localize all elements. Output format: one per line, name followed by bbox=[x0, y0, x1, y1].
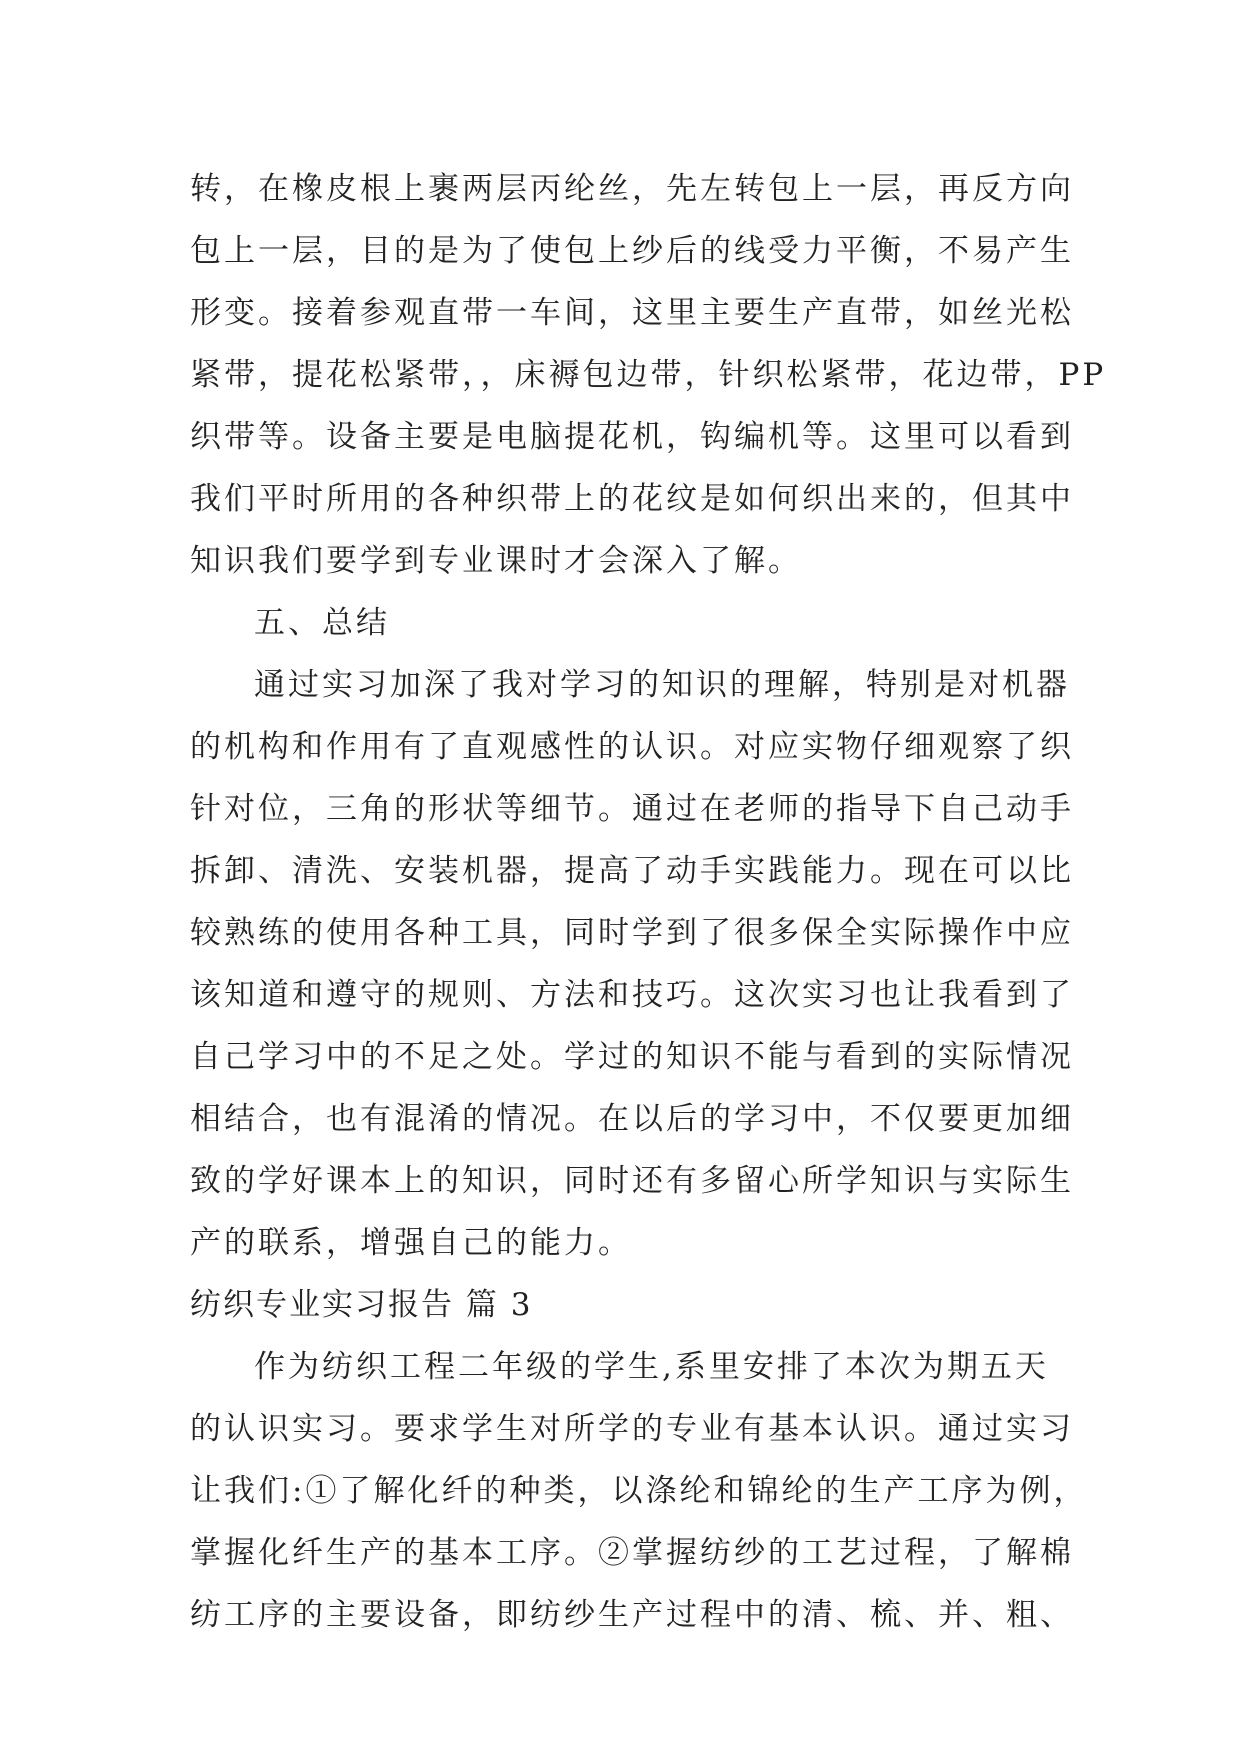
text-line: 织带等。设备主要是电脑提花机，钩编机等。这里可以看到 bbox=[190, 419, 1074, 455]
text-line: 的认识实习。要求学生对所学的专业有基本认识。通过实习 bbox=[190, 1411, 1074, 1447]
text-line: 较熟练的使用各种工具，同时学到了很多保全实际操作中应 bbox=[190, 915, 1074, 951]
text-line: 转，在橡皮根上裹两层丙纶丝，先左转包上一层，再反方向 bbox=[190, 171, 1074, 207]
text-line: 形变。接着参观直带一车间，这里主要生产直带，如丝光松 bbox=[190, 295, 1074, 331]
text-line: 作为纺织工程二年级的学生,系里安排了本次为期五天 bbox=[254, 1349, 1049, 1385]
text-line: 拆卸、清洗、安装机器，提高了动手实践能力。现在可以比 bbox=[190, 853, 1074, 889]
text-line: 产的联系，增强自己的能力。 bbox=[190, 1225, 632, 1261]
text-line: 我们平时所用的各种织带上的花纹是如何织出来的，但其中 bbox=[190, 481, 1074, 517]
report-title: 纺织专业实习报告 篇 3 bbox=[190, 1287, 533, 1323]
text-line: 致的学好课本上的知识，同时还有多留心所学知识与实际生 bbox=[190, 1163, 1074, 1199]
text-line: 让我们:①了解化纤的种类，以涤纶和锦纶的生产工序为例， bbox=[190, 1473, 1088, 1509]
text-line: 通过实习加深了我对学习的知识的理解，特别是对机器 bbox=[254, 667, 1070, 703]
text-line: 掌握化纤生产的基本工序。②掌握纺纱的工艺过程，了解棉 bbox=[190, 1535, 1074, 1571]
document-body bbox=[190, 158, 1107, 1646]
text-line: 包上一层，目的是为了使包上纱后的线受力平衡，不易产生 bbox=[190, 233, 1074, 269]
text-line: 紧带，提花松紧带，，床褥包边带，针织松紧带，花边带，PP bbox=[190, 357, 1107, 393]
text-line: 相结合，也有混淆的情况。在以后的学习中，不仅要更加细 bbox=[190, 1101, 1074, 1137]
text-line: 知识我们要学到专业课时才会深入了解。 bbox=[190, 543, 802, 579]
text-line: 纺工序的主要设备，即纺纱生产过程中的清、梳、并、粗、 bbox=[190, 1597, 1074, 1633]
section-heading: 五、总结 bbox=[254, 605, 390, 641]
text-line: 的机构和作用有了直观感性的认识。对应实物仔细观察了织 bbox=[190, 729, 1074, 765]
text-line: 针对位，三角的形状等细节。通过在老师的指导下自己动手 bbox=[190, 791, 1074, 827]
text-line: 该知道和遵守的规则、方法和技巧。这次实习也让我看到了 bbox=[190, 977, 1074, 1013]
text-line: 自己学习中的不足之处。学过的知识不能与看到的实际情况 bbox=[190, 1039, 1074, 1075]
